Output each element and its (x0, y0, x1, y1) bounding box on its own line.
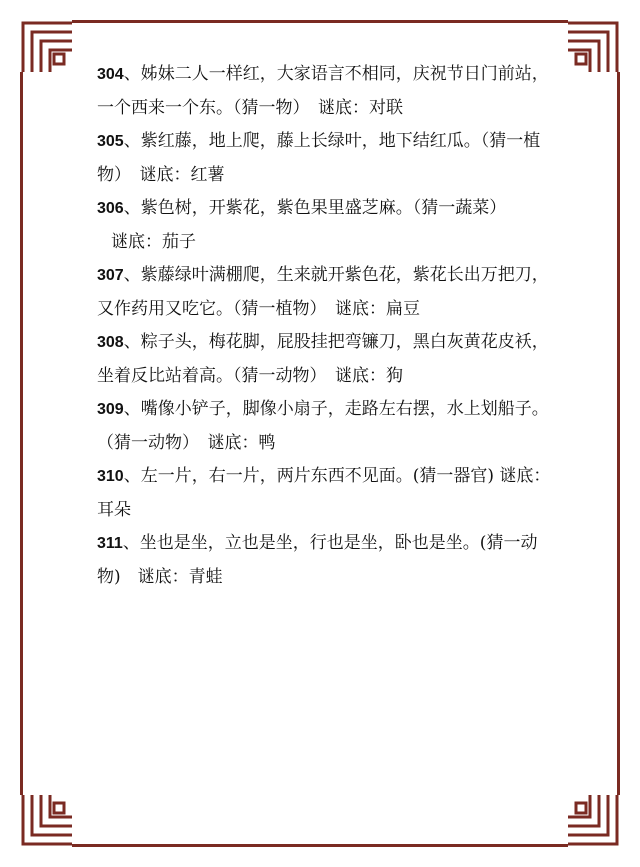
corner-ornament-bottom-right (554, 781, 626, 853)
riddle-number: 308 (97, 334, 124, 351)
riddle-text: 耳朵 (97, 499, 131, 520)
riddle-number: 305 (97, 133, 124, 150)
riddle-304 (97, 58, 557, 125)
riddle-number: 311 (97, 535, 123, 552)
riddle-text: 物） 谜底：红薯 (97, 164, 225, 185)
riddle-305 (97, 125, 557, 192)
corner-ornament-top-left (14, 14, 86, 86)
riddle-text: 、紫藤绿叶满棚爬，生来就开紫色花，紫花长出万把刀， (123, 265, 549, 285)
riddle-text: 坐着反比站着高。（猜一动物） 谜底：狗 (97, 365, 403, 386)
riddle-text: 一个西来一个东。（猜一物） 谜底：对联 (97, 97, 403, 118)
corner-ornament-top-right (554, 14, 626, 86)
riddle-number: 306 (97, 200, 124, 217)
riddle-308 (97, 326, 557, 393)
riddle-text: 、左一片，右一片，两片东西不见面。(猜一器官) 谜底： (123, 466, 551, 486)
riddle-text: 又作药用又吃它。（猜一植物） 谜底：扁豆 (97, 298, 420, 319)
riddle-number: 307 (97, 267, 124, 284)
border-right (617, 72, 620, 795)
riddle-text: 、紫红藤，地上爬，藤上长绿叶，地下结红瓜。（猜一植 (123, 131, 541, 151)
riddle-text: 物) 谜底：青蛙 (97, 566, 223, 587)
riddle-text: 、嘴像小铲子，脚像小扇子，走路左右摆，水上划船子。 (123, 399, 549, 419)
riddle-310 (97, 460, 557, 527)
riddle-311 (97, 527, 557, 594)
riddle-text: 谜底：茄子 (111, 231, 196, 252)
riddle-text: 、姊妹二人一样红，大家语言不相同，庆祝节日门前站， (123, 64, 549, 84)
border-left (20, 72, 23, 795)
riddle-text: 、坐也是坐，立也是坐，行也是坐，卧也是坐。(猜一动 (122, 533, 538, 553)
riddle-307 (97, 259, 557, 326)
corner-ornament-bottom-left (14, 781, 86, 853)
riddle-list (97, 58, 557, 594)
riddle-306 (97, 192, 557, 259)
riddle-309 (97, 393, 557, 460)
riddle-number: 309 (97, 401, 124, 418)
border-top (72, 20, 568, 23)
border-bottom (72, 844, 568, 847)
riddle-number: 304 (97, 66, 124, 83)
riddle-text: 、粽子头，梅花脚，屁股挂把弯镰刀，黑白灰黄花皮袄， (123, 332, 549, 352)
riddle-number: 310 (97, 468, 124, 485)
riddle-text: 、紫色树，开紫花，紫色果里盛芝麻。（猜一蔬菜） (123, 198, 507, 218)
riddle-text: （猜一动物） 谜底：鸭 (97, 432, 276, 453)
